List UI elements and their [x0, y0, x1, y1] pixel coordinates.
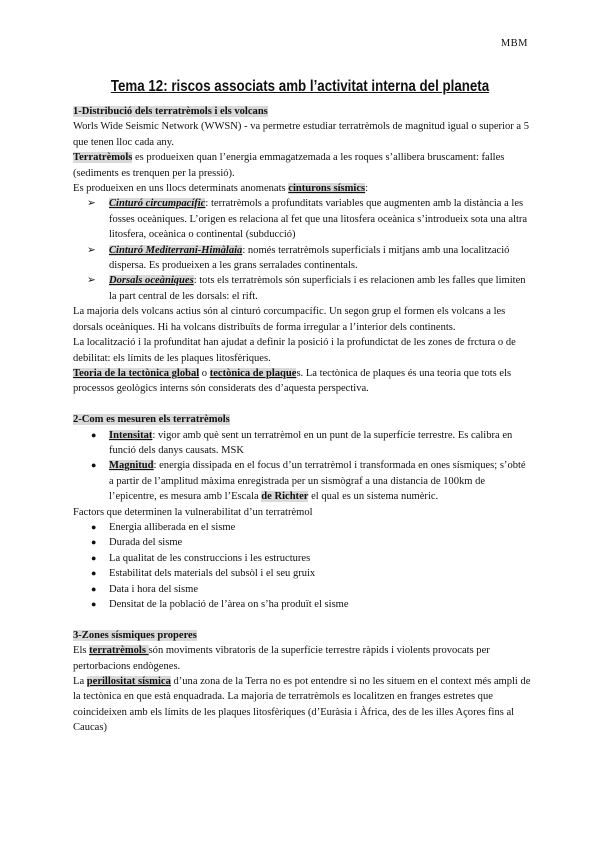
paragraph-volcans: La majoria dels volcans actius són al cinturó corcumpacífic. Un segon grup el formen els volcans a les dorsals oceàniques. Hi ha volcans distribuïts de forma irregular a l’interior dels continents.	[73, 306, 506, 333]
arrow-icon: ➢	[87, 275, 96, 287]
section-heading-1: 1-Distribució dels terratrèmols i els volcans	[73, 106, 268, 117]
section-heading-2: 2-Com es mesuren els terratrèmols	[73, 414, 230, 426]
list-item: ● Durada del sisme	[73, 535, 531, 550]
page-title: Tema 12: riscos associats amb l’activitat interna del planeta	[110, 78, 490, 95]
paragraph-tectonica: Teoria de la tectònica global o tectònica de plaques. La tectònica de plaques és una teoria que tots els processos geològics interns són considerats des d’aquesta perspectiva.	[73, 367, 512, 395]
list-item: ● Magnitud: energia dissipada en el focus d’un terratrèmol i transformada en ones sísmiques; s’obté a partir de l’amplitud màxima enregistrada per un sismògraf a una distancia de 100km de l’epicentre, es mesura amb l’Escala de Richter el qual es un sistema numèric.	[91, 460, 526, 503]
list-item: ➢ Dorsals oceàniques: tots els terratrèmols són superficials i es relacionen amb les falles que limiten la part central de les dorsals: el rift.	[87, 275, 526, 302]
arrow-icon: ➢	[87, 198, 96, 210]
bullet-icon: ●	[91, 583, 97, 594]
term-perillositat-sismica: perillositat sísmica	[86, 676, 171, 687]
list-item: ➢ Cinturó Mediterrani-Himàlaia: només terratrèmols superficials i mitjans amb una localització dispersa. Es produeixen a les grans serralades continentals.	[87, 244, 510, 272]
list-item: ➢ Cinturó circumpacífic: terratrèmols a profunditats variables que augmenten amb la distància a les fosses oceàniques. L’origen es relaciona al fet que una litosfera oceànica s’introdueix sota una altra litosfera, oceànica o continental (subducció)	[87, 198, 528, 241]
list-item: ● Data i hora del sisme	[73, 582, 531, 597]
bullet-icon: ●	[91, 521, 97, 532]
term-cinturons-sismics: cinturons sísmics	[288, 183, 366, 195]
bullet-icon: ●	[91, 429, 97, 440]
list-item: ● La qualitat de les construccions i les estructures	[73, 551, 531, 566]
paragraph-terratremols: Terratrèmols es produeixen quan l’energia emmagatzemada a les roques s’allibera bruscament: falles (sediments es trenquen per la pressió).	[73, 152, 505, 179]
belts-list	[73, 196, 531, 304]
list-item: ● Energia alliberada en el sisme	[73, 520, 531, 535]
document-body	[73, 104, 531, 736]
bullet-icon: ●	[91, 598, 97, 609]
arrow-icon: ➢	[87, 244, 96, 256]
paragraph-cinturons: Es produeixen en uns llocs determinats anomenats cinturons sísmics:	[73, 183, 369, 195]
paragraph-zones-2: La perillositat sísmica d’una zona de la Terra no es pot entendre si no les situem en el context més ampli de la tectònica en que està enquadrada. La majoria de terratrèmols es localitzen en franges estretes que coincideixen amb els límits de les plaques litosfèriques (d’Euràsia i Àfrica, des de les illes Açores fins al Caucas)	[73, 676, 531, 734]
list-item: ● Intensitat: vigor amb què sent un terratrèmol en un punt de la superfície terrestre. Es calibra en funció dels danys causats. MSK	[91, 429, 513, 456]
term-tectonica-global: Teoria de la tectònica global	[73, 367, 200, 379]
term-terratremols: Terratrèmols	[73, 152, 133, 164]
bullet-icon: ●	[91, 460, 97, 471]
measures-list	[73, 428, 531, 505]
term-tectonica-plaques: tectònica de plaque	[209, 367, 297, 379]
paragraph-localitzacio: La localització i la profunditat han ajudat a definir la posició i la profundictat de les zones de frctura o de debilitat: els límits de les plaques litosfèriques.	[73, 337, 516, 364]
list-item: ● Densitat de la població de l’àrea on s’ha produït el sisme	[73, 597, 531, 612]
bullet-icon: ●	[91, 568, 97, 579]
factors-list	[73, 520, 531, 612]
paragraph-zones-1: Els terratrèmols són moviments vibratoris de la superfície terrestre ràpids i violents provocats per pertorbacions endògenes.	[73, 645, 490, 672]
term-terratremols-2: terratrèmols	[89, 645, 149, 657]
section-heading-3: 3-Zones sísmiques properes	[73, 629, 197, 641]
header-initials: MBM	[500, 38, 528, 49]
factors-intro: Factors que determinen la vulnerabilitat d’un terratrèmol	[73, 506, 313, 518]
paragraph-wwsn: Worls Wide Seismic Network (WWSN) - va permetre estudiar terratrèmols de magnitud igual o superior a 5 que tenen lloc cada any.	[73, 121, 530, 148]
list-item: ● Estabilitat dels materials del subsòl i el seu gruix	[73, 566, 531, 581]
bullet-icon: ●	[91, 552, 97, 563]
bullet-icon: ●	[91, 537, 97, 548]
